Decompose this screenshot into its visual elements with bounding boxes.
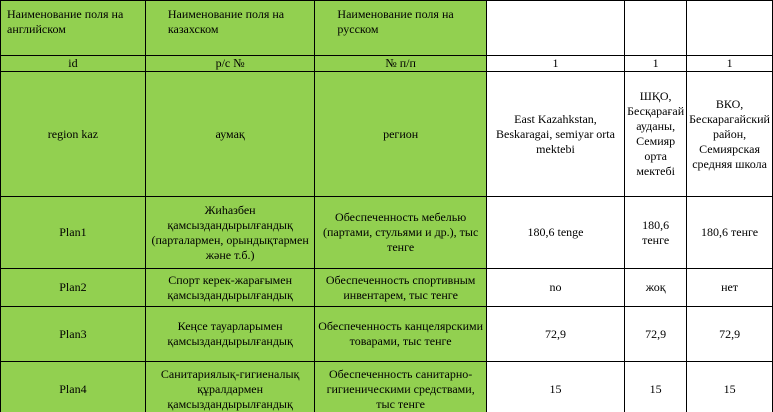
field-ru[interactable]: регион (315, 72, 486, 197)
value-ru[interactable]: 15 (687, 362, 773, 412)
field-en[interactable]: Plan2 (1, 269, 146, 307)
field-kz[interactable]: аумақ (145, 72, 315, 197)
field-ru[interactable]: Обеспеченность санитарно-гигиеническими средствами, тыс тенге (315, 362, 486, 412)
header-kazakh[interactable]: Наименование поля на казахском (145, 1, 315, 56)
field-kz[interactable]: Спорт керек-жарағымен қамсыздандырылғандық (145, 269, 315, 307)
table-row (1, 269, 773, 307)
header-russian[interactable]: Наименование поля на русском (315, 1, 486, 56)
table-row (1, 72, 773, 197)
table-row (1, 197, 773, 269)
value-en[interactable]: East Kazahkstan, Beskaragai, semiyar orta mektebi (486, 72, 624, 197)
field-ru[interactable]: № п/п (315, 56, 486, 72)
field-ru[interactable]: Обеспеченность канцелярскими товарами, тыс тенге (315, 307, 486, 362)
header-empty-cell[interactable] (625, 1, 687, 56)
value-kz[interactable]: жоқ (625, 269, 687, 307)
value-kz[interactable]: ШҚО, Бесқарағай ауданы, Семияр орта мектебі (625, 72, 687, 197)
value-kz[interactable]: 15 (625, 362, 687, 412)
field-en[interactable]: region kaz (1, 72, 146, 197)
value-en[interactable]: 72,9 (486, 307, 624, 362)
value-kz[interactable]: 72,9 (625, 307, 687, 362)
table-row (1, 56, 773, 72)
field-ru[interactable]: Обеспеченность спортивным инвентарем, тыс тенге (315, 269, 486, 307)
value-kz[interactable]: 1 (625, 56, 687, 72)
value-ru[interactable]: нет (687, 269, 773, 307)
value-en[interactable]: no (486, 269, 624, 307)
value-ru[interactable]: 180,6 тенге (687, 197, 773, 269)
field-kz[interactable]: Жиhазбен қамсыздандырылғандық (парталармен, орындықтармен және т.б.) (145, 197, 315, 269)
value-ru[interactable]: ВКО, Бескарагайский район, Семиярская средняя школа (687, 72, 773, 197)
header-english[interactable]: Наименование поля на английском (1, 1, 146, 56)
field-kz[interactable]: Санитариялық-гигиеналық құралдармен қамсыздандырылғандық (145, 362, 315, 412)
value-en[interactable]: 15 (486, 362, 624, 412)
value-en[interactable]: 1 (486, 56, 624, 72)
header-empty-cell[interactable] (486, 1, 624, 56)
header-row (1, 1, 773, 56)
value-ru[interactable]: 72,9 (687, 307, 773, 362)
field-en[interactable]: Plan1 (1, 197, 146, 269)
field-en[interactable]: Plan4 (1, 362, 146, 412)
field-kz[interactable]: р/с № (145, 56, 315, 72)
field-ru[interactable]: Обеспеченность мебелью (партами, стульями и др.), тыс тенге (315, 197, 486, 269)
field-kz[interactable]: Кеңсе тауарларымен қамсыздандырылғандық (145, 307, 315, 362)
value-kz[interactable]: 180,6 тенге (625, 197, 687, 269)
table-row (1, 362, 773, 412)
value-en[interactable]: 180,6 tenge (486, 197, 624, 269)
header-empty-cell[interactable] (687, 1, 773, 56)
table-row (1, 307, 773, 362)
value-ru[interactable]: 1 (687, 56, 773, 72)
field-en[interactable]: id (1, 56, 146, 72)
field-en[interactable]: Plan3 (1, 307, 146, 362)
